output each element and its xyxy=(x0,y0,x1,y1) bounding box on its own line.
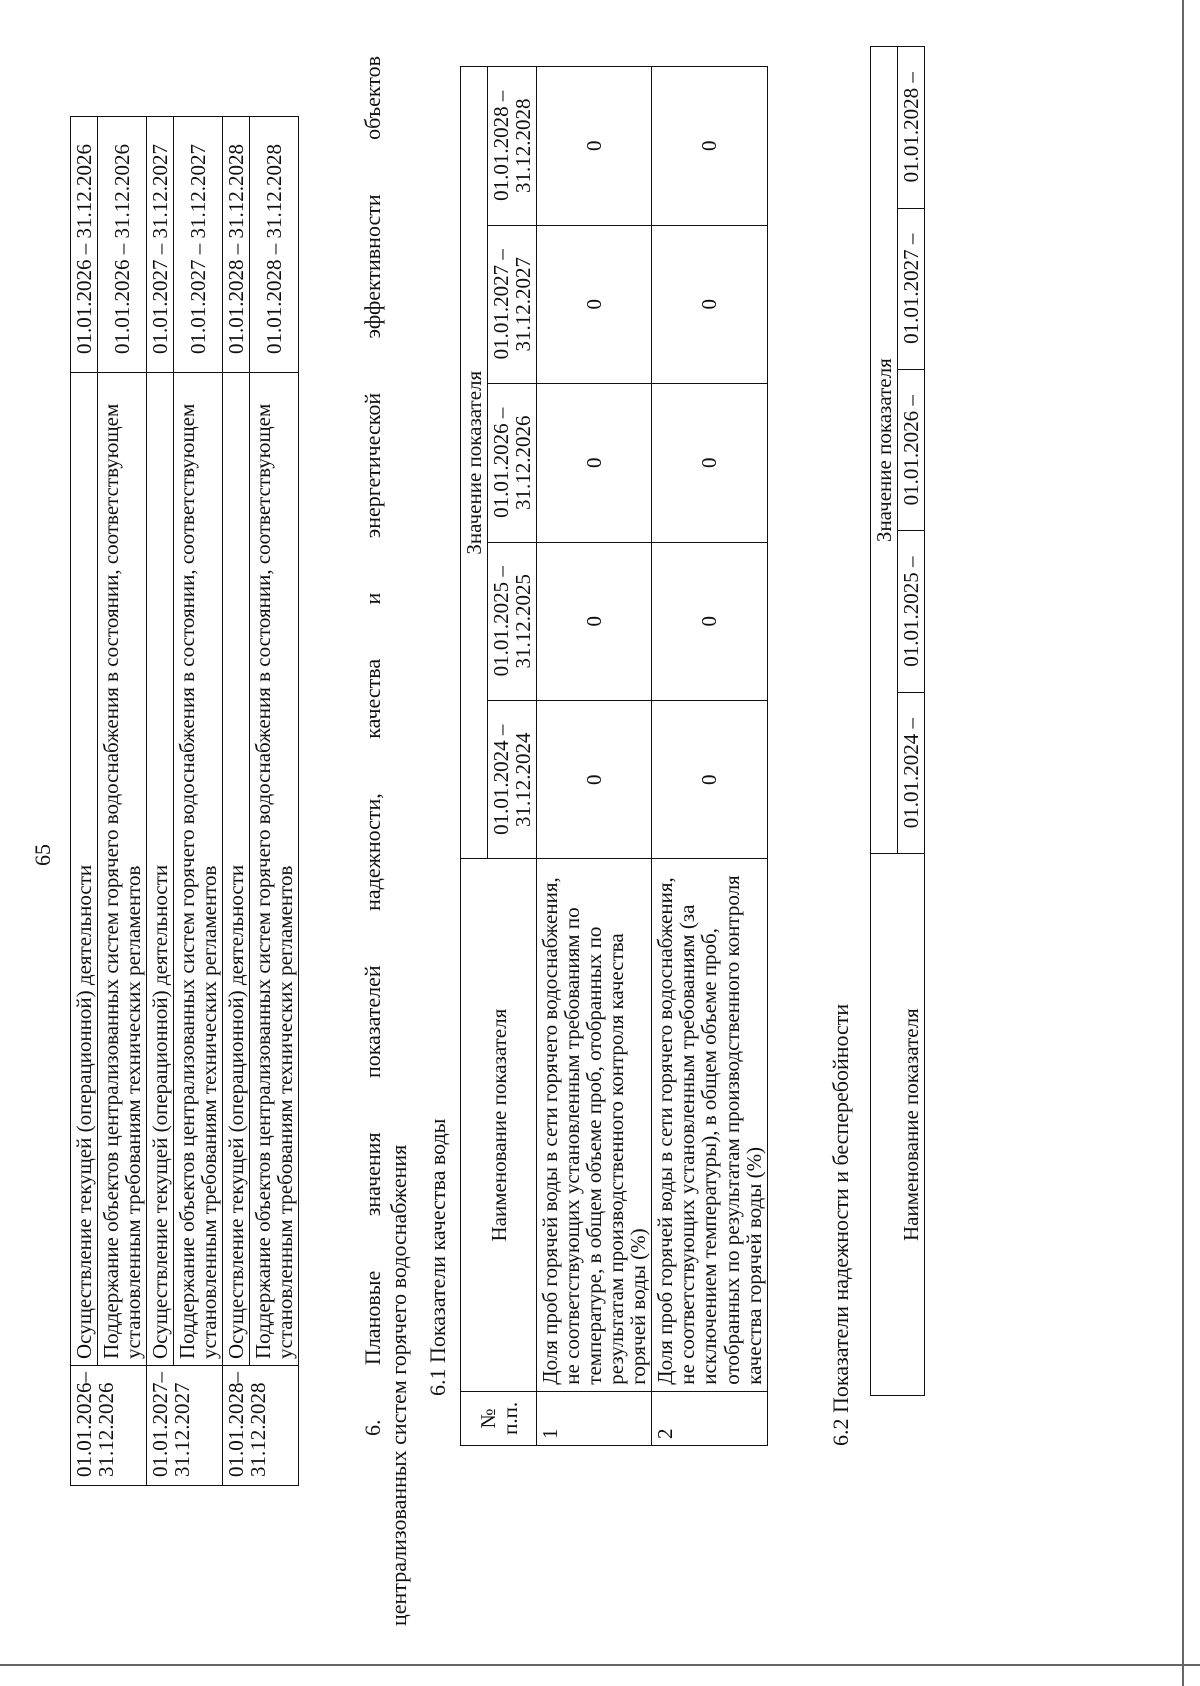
row-number: 2 xyxy=(652,1391,767,1445)
table-row xyxy=(250,117,299,1486)
period-cell: 01.01.2026– 31.12.2026 xyxy=(71,1366,147,1486)
page-number: 65 xyxy=(30,844,55,866)
dates-cell: 01.01.2028 – 31.12.2028 xyxy=(223,117,250,373)
table-row xyxy=(98,117,147,1486)
row-number: 1 xyxy=(537,1391,652,1445)
period-header: 01.01.2025 – 31.12.2025 xyxy=(488,542,537,700)
indicator-value: 0 xyxy=(652,701,767,859)
period-header: 01.01.2027 – 31.12.2027 xyxy=(488,225,537,383)
heading-word: качества xyxy=(360,658,385,739)
activity-cell: Осуществление текущей (операционной) деятельности xyxy=(223,373,250,1366)
period-header: 01.01.2026 – 31.12.2026 xyxy=(488,384,537,542)
scan-edge-right xyxy=(1182,0,1184,1686)
heading-word: показателей xyxy=(360,965,385,1078)
section-6-heading xyxy=(360,56,413,1626)
heading-word: энергетической xyxy=(360,392,385,539)
table-row xyxy=(174,117,223,1486)
period-cell: 01.01.2027– 31.12.2027 xyxy=(147,1366,223,1486)
indicator-value: 0 xyxy=(652,67,767,226)
subsection-6-2-title: 6.2 Показатели надежности и бесперебойности xyxy=(828,1003,853,1446)
period-header: 01.01.2028 – xyxy=(898,47,925,209)
activity-cell: Поддержание объектов централизованных систем горячего водоснабжения в состоянии, соответствующем установленным требованиям технических регламентов xyxy=(98,373,147,1366)
col-name-header: Наименование показателя xyxy=(871,854,925,1396)
table-row xyxy=(147,117,174,1486)
heading-word: надежности, xyxy=(360,793,385,911)
indicator-name: Доля проб горячей воды в сети горячего водоснабжения, не соответствующих установленным требованиям (за исключением температуры), в общем объеме проб, отобранных по результатам производственного контроля качества горячей воды (%) xyxy=(652,859,767,1391)
activity-cell: Поддержание объектов централизованных систем горячего водоснабжения в состоянии, соответствующем установленным требованиям технических регламентов xyxy=(250,373,299,1366)
dates-cell: 01.01.2027 – 31.12.2027 xyxy=(147,117,174,373)
indicator-value: 0 xyxy=(537,225,652,383)
subsection-6-1-title: 6.1 Показатели качества воды xyxy=(425,1118,450,1396)
indicator-value: 0 xyxy=(537,67,652,226)
activity-cell: Осуществление текущей (операционной) деятельности xyxy=(147,373,174,1366)
value-group-header: Значение показателя xyxy=(461,67,488,859)
schedule-table xyxy=(70,116,299,1486)
value-group-header: Значение показателя xyxy=(871,47,898,854)
heading-word: Плановые xyxy=(360,1270,385,1366)
heading-word: эффективности xyxy=(360,194,385,339)
heading-word: объектов xyxy=(360,56,385,140)
period-header: 01.01.2025 – xyxy=(898,531,925,692)
table-row xyxy=(652,67,767,1446)
indicator-value: 0 xyxy=(652,384,767,542)
dates-cell: 01.01.2026 – 31.12.2026 xyxy=(98,117,147,373)
section-6-heading-line1 xyxy=(360,56,386,1626)
period-header: 01.01.2026 – xyxy=(898,369,925,530)
table-row xyxy=(537,67,652,1446)
dates-cell: 01.01.2028 – 31.12.2028 xyxy=(250,117,299,373)
period-header: 01.01.2027 – xyxy=(898,208,925,369)
table-header-row xyxy=(461,67,488,1446)
scan-edge-bottom xyxy=(0,1664,1200,1666)
table-row xyxy=(223,117,250,1486)
indicator-value: 0 xyxy=(652,542,767,700)
section-6-heading-line2: централизованных систем горячего водоснабжения xyxy=(386,1144,412,1626)
dates-cell: 01.01.2026 – 31.12.2026 xyxy=(71,117,98,373)
table-row xyxy=(71,117,98,1486)
table-header-row xyxy=(871,47,898,1396)
col-number-header: № п.п. xyxy=(461,1391,537,1445)
indicator-name: Доля проб горячей воды в сети горячего водоснабжения, не соответствующих установленным требованиям по температуре, в общем объеме проб, отобранных по результатам производственного контроля качества горячей воды (%) xyxy=(537,859,652,1391)
reliability-table xyxy=(870,46,925,1396)
activity-cell: Поддержание объектов централизованных систем горячего водоснабжения в состоянии, соответствующем установленным требованиям технических регламентов xyxy=(174,373,223,1366)
period-header: 01.01.2028 – 31.12.2028 xyxy=(488,67,537,226)
heading-word: и xyxy=(360,592,385,605)
indicator-value: 0 xyxy=(537,384,652,542)
period-cell: 01.01.2028– 31.12.2028 xyxy=(223,1366,299,1486)
period-header: 01.01.2024 – 31.12.2024 xyxy=(488,701,537,859)
heading-word: 6. xyxy=(360,1419,385,1436)
indicator-value: 0 xyxy=(537,542,652,700)
period-header: 01.01.2024 – xyxy=(898,692,925,853)
indicator-value: 0 xyxy=(652,225,767,383)
activity-cell: Осуществление текущей (операционной) деятельности xyxy=(71,373,98,1366)
water-quality-table xyxy=(460,66,768,1446)
dates-cell: 01.01.2027 – 31.12.2027 xyxy=(174,117,223,373)
rotated-document-page xyxy=(0,56,1090,1626)
indicator-value: 0 xyxy=(537,701,652,859)
col-name-header: Наименование показателя xyxy=(461,859,537,1391)
heading-word: значения xyxy=(360,1132,385,1217)
